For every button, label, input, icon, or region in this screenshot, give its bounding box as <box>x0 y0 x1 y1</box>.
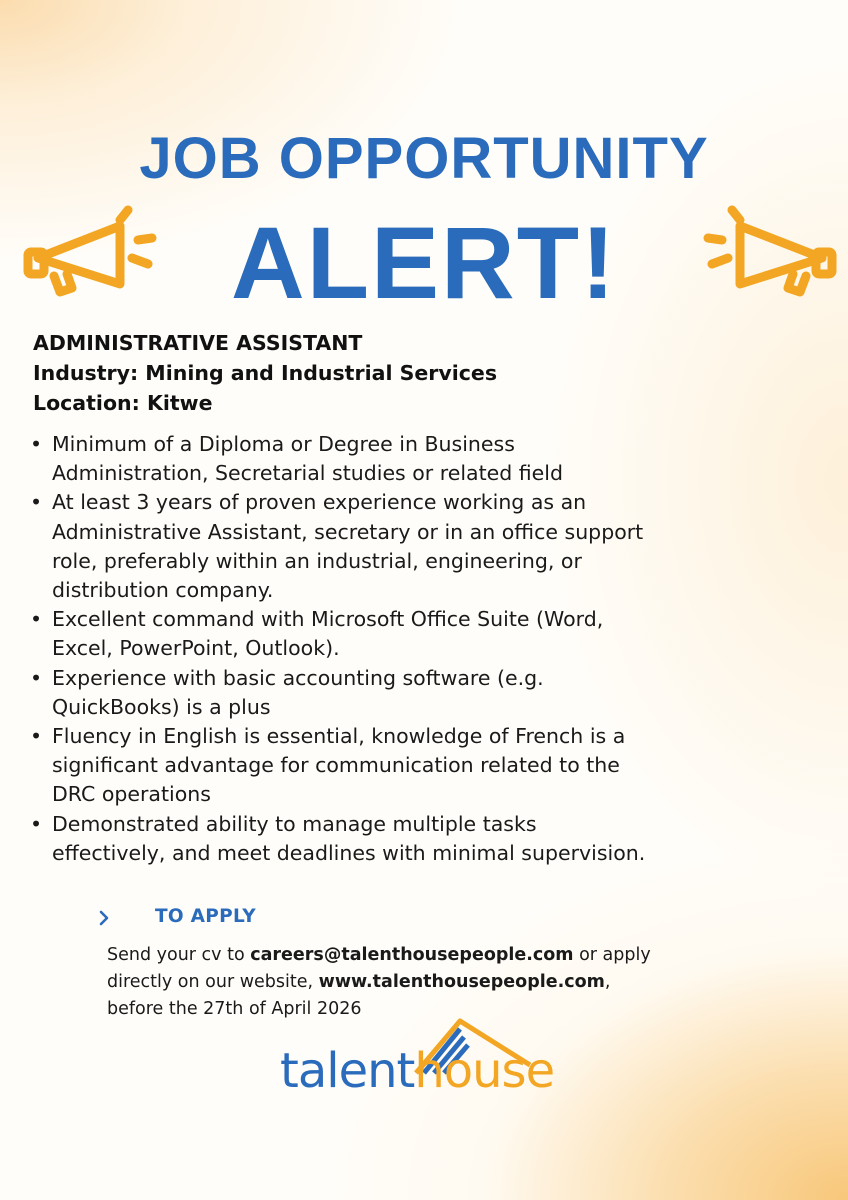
requirement-line: Administration, Secretarial studies or related field <box>52 461 563 486</box>
requirement-line: significant advantage for communication related to the <box>52 753 620 778</box>
requirement-line: Fluency in English is essential, knowledge of French is a <box>52 724 626 749</box>
job-title: ADMINISTRATIVE ASSISTANT <box>33 331 363 355</box>
megaphone-icon <box>700 196 840 316</box>
requirement-line: QuickBooks) is a plus <box>52 694 271 719</box>
requirement-line: effectively, and meet deadlines with minimal supervision. <box>52 840 646 865</box>
chevron-right-icon <box>98 910 110 926</box>
requirement-item <box>28 605 728 663</box>
requirement-item <box>28 430 728 488</box>
bullet-icon: • <box>30 432 43 456</box>
requirement-item <box>28 722 728 810</box>
requirements-list <box>28 430 728 868</box>
requirement-line: Excellent command with Microsoft Office Suite (Word, <box>52 607 604 632</box>
requirement-line: distribution company. <box>52 578 274 603</box>
requirement-line: Excel, PowerPoint, Outlook). <box>52 636 340 661</box>
job-info <box>33 328 497 418</box>
requirement-line: At least 3 years of proven experience working as an <box>52 490 587 515</box>
requirement-item <box>28 664 728 722</box>
requirement-line: Administrative Assistant, secretary or in an office support <box>52 519 644 544</box>
bullet-icon: • <box>30 811 43 836</box>
job-location: Location: Kitwe <box>33 391 213 415</box>
requirement-line: Demonstrated ability to manage multiple tasks <box>52 811 537 836</box>
requirement-line: Minimum of a Diploma or Degree in Business <box>52 432 515 456</box>
talenthouse-logo <box>280 1015 555 1110</box>
megaphone-icon <box>20 196 160 316</box>
headline-alert: ALERT! <box>231 206 617 320</box>
requirement-line: Experience with basic accounting software (e.g. <box>52 665 544 690</box>
headline-job-opportunity: JOB OPPORTUNITY <box>139 126 709 191</box>
logo-wordmark: talenthouse <box>280 1043 555 1099</box>
website-link[interactable]: www.talenthousepeople.com <box>318 972 605 992</box>
bullet-icon: • <box>30 724 43 749</box>
email-link[interactable]: careers@talenthousepeople.com <box>250 945 574 965</box>
requirement-line: DRC operations <box>52 782 211 807</box>
apply-instructions: Send your cv to careers@talenthousepeople.com or apply directly on our website, www.talenthousepeople.com, before the 27th of April 2026 <box>107 945 651 1019</box>
requirement-item <box>28 488 728 605</box>
bullet-icon: • <box>30 490 43 515</box>
bullet-icon: • <box>30 607 43 632</box>
apply-title: TO APPLY <box>155 906 256 927</box>
bullet-icon: • <box>30 665 43 690</box>
requirement-item <box>28 810 728 868</box>
requirement-line: role, preferably within an industrial, engineering, or <box>52 548 582 573</box>
job-industry: Industry: Mining and Industrial Services <box>33 361 498 385</box>
